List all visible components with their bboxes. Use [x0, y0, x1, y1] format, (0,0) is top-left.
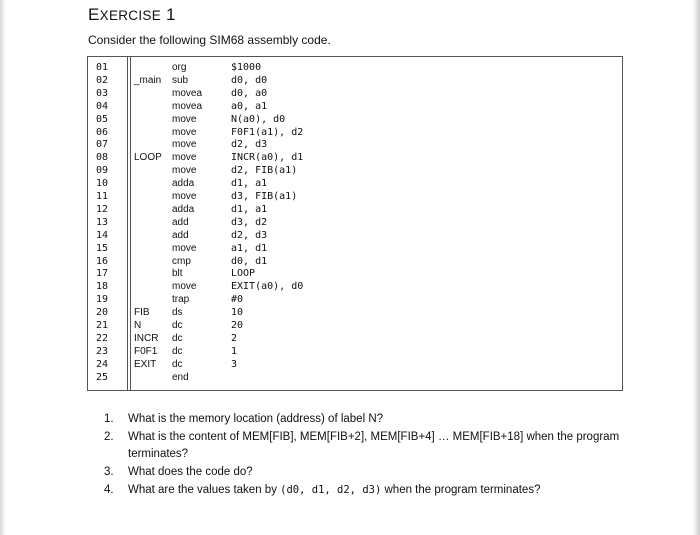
title-number: 1	[166, 5, 176, 24]
code-label: INCR	[134, 332, 159, 344]
line-number: 09	[96, 165, 109, 177]
title-rest: XERCISE	[99, 8, 162, 23]
code-line	[88, 345, 622, 358]
code-operand: $1000	[231, 62, 262, 73]
code-line	[88, 100, 622, 113]
code-operand: 1	[231, 345, 238, 357]
question-item	[104, 482, 624, 499]
code-operand: d2, d3	[231, 229, 268, 241]
question-item	[104, 429, 624, 462]
code-operand: INCR(a0), d1	[231, 152, 304, 164]
line-number: 19	[96, 294, 109, 306]
code-line	[88, 87, 622, 100]
code-line	[88, 280, 622, 293]
code-opcode: movea	[172, 87, 203, 99]
code-line	[88, 164, 622, 177]
code-operand: N(a0), d0	[231, 113, 286, 125]
code-opcode: dc	[172, 358, 183, 370]
code-line	[88, 138, 622, 151]
code-operand: d1, a1	[231, 178, 268, 190]
code-operand: F0F1(a1), d2	[231, 126, 304, 138]
code-operand: d1, a1	[231, 203, 268, 215]
question-list	[104, 411, 624, 500]
code-opcode: move	[172, 281, 197, 293]
line-number: 04	[96, 100, 109, 112]
code-label: FIB	[134, 307, 150, 319]
code-line	[88, 177, 622, 190]
code-line	[88, 203, 622, 216]
code-line	[88, 151, 622, 164]
code-opcode: dc	[172, 345, 183, 357]
line-number: 03	[96, 87, 109, 99]
code-line	[88, 74, 622, 87]
code-operand: LOOP	[231, 268, 256, 280]
question-text-after: when the program terminates?	[381, 483, 541, 496]
question-text: What does the code do?	[128, 465, 253, 478]
code-operand: #0	[231, 294, 244, 306]
code-label: LOOP	[134, 152, 162, 164]
code-opcode: add	[172, 229, 189, 241]
question-number: 4.	[104, 483, 114, 496]
code-line	[88, 255, 622, 268]
page-shadow-right	[692, 0, 700, 535]
line-number: 23	[96, 345, 109, 357]
code-line	[88, 371, 622, 384]
code-operand: a1, d1	[231, 242, 268, 254]
code-opcode: add	[172, 216, 189, 228]
code-opcode: blt	[172, 268, 183, 280]
code-operand: 3	[231, 358, 238, 370]
line-number: 07	[96, 139, 109, 151]
code-opcode: dc	[172, 320, 183, 331]
question-text: What is the memory location (address) of label N?	[128, 413, 384, 425]
code-label: N	[134, 320, 142, 331]
title-first-letter: E	[88, 5, 100, 24]
intro-text: Consider the following SIM68 assembly code.	[88, 33, 331, 47]
code-operand: d0, d0	[231, 74, 268, 86]
code-operand: d0, d1	[231, 255, 268, 267]
code-operand: 2	[231, 332, 238, 344]
code-line	[88, 229, 622, 242]
code-listing	[87, 56, 623, 391]
code-line	[88, 267, 622, 280]
code-label: F0F1	[134, 345, 158, 357]
line-number: 08	[96, 152, 109, 164]
code-opcode: cmp	[172, 255, 191, 267]
line-number: 16	[96, 255, 109, 267]
question-number: 2.	[104, 431, 114, 443]
code-operand: 20	[231, 320, 244, 331]
line-number: 13	[96, 216, 109, 228]
code-opcode: move	[172, 165, 197, 177]
page-shadow-left	[0, 0, 6, 535]
line-number: 25	[96, 371, 109, 383]
code-line	[88, 319, 622, 332]
code-line	[88, 293, 622, 306]
code-operand: d3, d2	[231, 216, 268, 228]
line-number: 17	[96, 268, 109, 280]
question-code: (d0, d1, d2, d3)	[280, 483, 382, 496]
code-operand: d2, FIB(a1)	[231, 165, 298, 177]
code-line	[88, 61, 622, 74]
code-opcode: move	[172, 139, 197, 151]
code-label: EXIT	[134, 358, 157, 370]
line-number: 10	[96, 178, 109, 190]
code-line	[88, 332, 622, 345]
code-opcode: end	[172, 371, 189, 383]
line-number: 14	[96, 229, 109, 241]
line-number: 15	[96, 242, 109, 254]
code-opcode: move	[172, 126, 197, 138]
code-line	[88, 126, 622, 139]
code-opcode: sub	[172, 74, 189, 86]
code-opcode: move	[172, 152, 197, 164]
exercise-title	[88, 5, 176, 25]
code-line	[88, 358, 622, 371]
code-line	[88, 242, 622, 255]
line-number: 01	[96, 62, 109, 73]
code-line	[88, 216, 622, 229]
code-opcode: dc	[172, 332, 183, 344]
code-opcode: move	[172, 113, 197, 125]
code-opcode: adda	[172, 178, 195, 190]
code-opcode: move	[172, 191, 197, 202]
code-opcode: move	[172, 242, 197, 254]
question-text: What is the content of MEM[FIB], MEM[FIB+2], MEM[FIB+4] … MEM[FIB+18] when the program terminates?	[128, 431, 620, 460]
code-operand: d3, FIB(a1)	[231, 191, 298, 202]
code-opcode: org	[172, 62, 187, 73]
question-item	[104, 464, 624, 481]
line-number: 06	[96, 126, 109, 138]
code-operand: d2, d3	[231, 139, 268, 151]
line-number: 24	[96, 358, 109, 370]
line-number: 21	[96, 320, 109, 331]
line-number: 22	[96, 332, 109, 344]
code-opcode: ds	[172, 307, 183, 319]
code-operand: d0, a0	[231, 87, 268, 99]
code-line	[88, 113, 622, 126]
code-label: _main	[134, 74, 162, 86]
code-opcode: adda	[172, 203, 195, 215]
code-operand: a0, a1	[231, 100, 268, 112]
line-number: 11	[96, 191, 109, 202]
code-line	[88, 306, 622, 319]
question-number: 1.	[104, 413, 114, 425]
line-number: 05	[96, 113, 109, 125]
line-number: 12	[96, 203, 109, 215]
question-text-before: What are the values taken by	[128, 483, 281, 496]
code-opcode: trap	[172, 294, 190, 306]
code-operand: 10	[231, 307, 244, 319]
line-number: 02	[96, 74, 109, 86]
code-operand: EXIT(a0), d0	[231, 281, 304, 293]
question-number: 3.	[104, 465, 114, 478]
code-line	[88, 190, 622, 203]
question-item	[104, 411, 624, 428]
line-number: 18	[96, 281, 109, 293]
code-opcode: movea	[172, 100, 203, 112]
line-number: 20	[96, 307, 109, 319]
